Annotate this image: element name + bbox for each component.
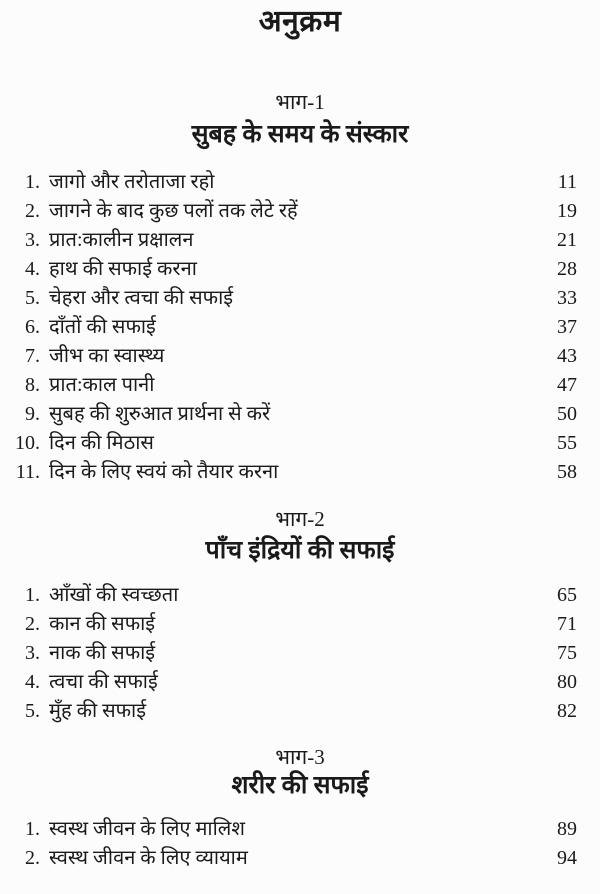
- entry-page-number: 47: [557, 374, 577, 396]
- toc-section: [0, 744, 600, 873]
- entry-number: 10.: [15, 432, 40, 454]
- entry-number: 2.: [25, 613, 40, 635]
- toc-section: [0, 506, 600, 726]
- toc-entry: [0, 284, 600, 313]
- entry-title: आँखों की स्वच्छता: [49, 584, 179, 606]
- entry-title: स्वस्थ जीवन के लिए व्यायाम: [49, 847, 248, 869]
- entry-number: 1.: [25, 584, 40, 606]
- toc-entry: [0, 668, 600, 697]
- entry-page-number: 71: [557, 613, 577, 635]
- entry-page-number: 37: [557, 316, 577, 338]
- entry-title: जागने के बाद कुछ पलों तक लेटे रहें: [49, 200, 298, 222]
- toc-entry: [0, 610, 600, 639]
- toc-entry: [0, 400, 600, 429]
- toc-entry: [0, 226, 600, 255]
- section-heading: सुबह के समय के संस्कार: [191, 121, 409, 148]
- entry-title: कान की सफाई: [49, 613, 156, 635]
- toc-entry: [0, 697, 600, 726]
- entry-number: 1.: [25, 818, 40, 840]
- entry-title: दाँतों की सफाई: [49, 316, 156, 338]
- entry-title: स्वस्थ जीवन के लिए मालिश: [49, 818, 245, 840]
- entry-page-number: 33: [557, 287, 577, 309]
- entry-number: 4.: [25, 258, 40, 280]
- entry-number: 4.: [25, 671, 40, 693]
- entry-title: सुबह की शुरुआत प्रार्थना से करें: [49, 403, 271, 425]
- entry-title: हाथ की सफाई करना: [49, 258, 197, 280]
- toc-entry: [0, 639, 600, 668]
- entry-title: दिन के लिए स्वयं को तैयार करना: [49, 461, 279, 483]
- entry-page-number: 11: [557, 171, 577, 193]
- entry-page-number: 55: [557, 432, 577, 454]
- entry-page-number: 80: [557, 671, 577, 693]
- entry-title: मुँह की सफाई: [49, 700, 147, 722]
- page-title: अनुक्रम: [258, 5, 342, 38]
- entry-title: दिन की मिठास: [49, 432, 154, 454]
- entry-number: 9.: [25, 403, 40, 425]
- toc-entry: [0, 371, 600, 400]
- entry-page-number: 65: [557, 584, 577, 606]
- toc-list: [0, 581, 600, 726]
- entry-number: 8.: [25, 374, 40, 396]
- toc-entry: [0, 581, 600, 610]
- entry-page-number: 75: [557, 642, 577, 664]
- entry-number: 7.: [25, 345, 40, 367]
- toc-entry: [0, 844, 600, 873]
- entry-title: प्रात:कालीन प्रक्षालन: [49, 229, 194, 251]
- section-heading: शरीर की सफाई: [231, 772, 369, 799]
- toc-sections: [0, 89, 600, 873]
- section-heading: पाँच इंद्रियों की सफाई: [205, 537, 395, 564]
- entry-title: चेहरा और त्वचा की सफाई: [49, 287, 234, 309]
- toc-list: [0, 815, 600, 873]
- entry-page-number: 43: [557, 345, 577, 367]
- toc-entry: [0, 313, 600, 342]
- entry-page-number: 58: [557, 461, 577, 483]
- entry-number: 2.: [25, 847, 40, 869]
- toc-section: [0, 89, 600, 487]
- toc-entry: [0, 458, 600, 487]
- entry-page-number: 94: [557, 847, 577, 869]
- toc-entry: [0, 429, 600, 458]
- entry-title: प्रात:काल पानी: [49, 374, 155, 396]
- toc-entry: [0, 815, 600, 844]
- entry-number: 3.: [25, 229, 40, 251]
- entry-number: 6.: [25, 316, 40, 338]
- entry-title: जीभ का स्वास्थ्य: [49, 345, 165, 367]
- entry-page-number: 19: [557, 200, 577, 222]
- part-label: भाग-3: [275, 745, 325, 769]
- toc-entry: [0, 197, 600, 226]
- entry-number: 5.: [25, 700, 40, 722]
- entry-number: 1.: [25, 171, 40, 193]
- entry-page-number: 21: [557, 229, 577, 251]
- entry-page-number: 50: [557, 403, 577, 425]
- entry-page-number: 89: [557, 818, 577, 840]
- entry-number: 11.: [15, 461, 40, 483]
- entry-title: त्वचा की सफाई: [49, 671, 158, 693]
- toc-entry: [0, 342, 600, 371]
- toc-entry: [0, 168, 600, 197]
- toc-entry: [0, 255, 600, 284]
- entry-title: नाक की सफाई: [49, 642, 156, 664]
- entry-title: जागो और तरोताजा रहो: [49, 171, 215, 193]
- part-label: भाग-2: [275, 507, 325, 531]
- part-label: भाग-1: [275, 90, 325, 114]
- toc-list: [0, 168, 600, 487]
- entry-page-number: 28: [557, 258, 577, 280]
- entry-page-number: 82: [557, 700, 577, 722]
- entry-number: 2.: [25, 200, 40, 222]
- entry-number: 3.: [25, 642, 40, 664]
- entry-number: 5.: [25, 287, 40, 309]
